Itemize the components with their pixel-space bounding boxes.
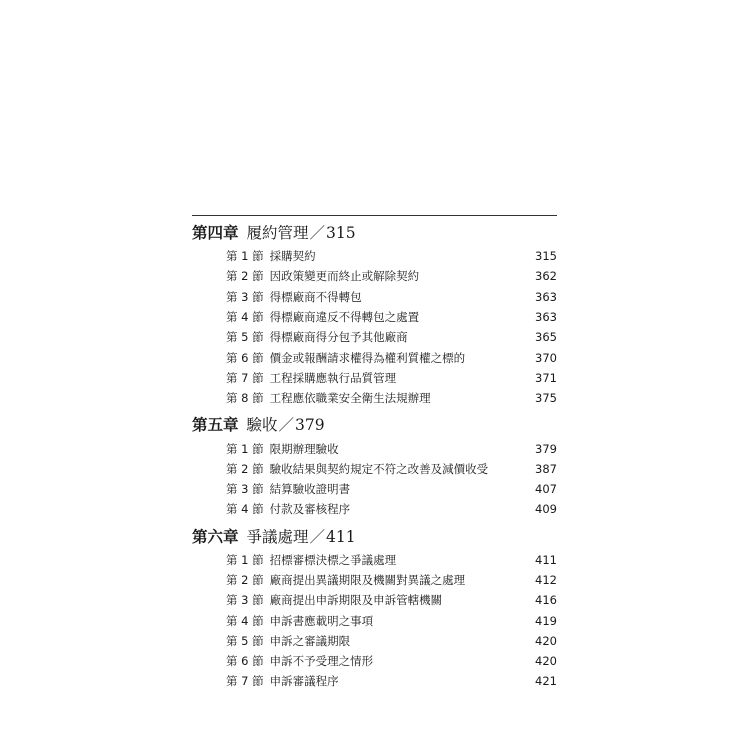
- toc-entry: [192, 651, 557, 671]
- chapter-separator: ／: [309, 527, 326, 546]
- section-title: 限期辦理驗收: [269, 441, 339, 456]
- section-title: 工程採購應執行品質管理: [269, 370, 397, 385]
- section-page: 362: [535, 269, 557, 284]
- toc-entry: [192, 610, 557, 630]
- section-number: 第 7 節: [226, 674, 264, 689]
- chapter-title: 驗收: [246, 416, 278, 435]
- toc-entry: [192, 590, 557, 610]
- chapter-number: 第四章: [192, 223, 239, 242]
- chapter-4-group: [192, 221, 557, 408]
- section-page: 409: [535, 502, 557, 517]
- section-title: 付款及審核程序: [269, 502, 351, 517]
- toc-entry: [192, 671, 557, 691]
- toc-entry: [192, 287, 557, 307]
- section-title: 得標廠商得分包予其他廠商: [269, 330, 408, 345]
- chapter-title: 爭議處理: [246, 527, 309, 546]
- section-page: 363: [535, 289, 557, 304]
- section-number: 第 4 節: [226, 310, 264, 325]
- section-page: 416: [535, 593, 557, 608]
- toc-entry: [192, 347, 557, 367]
- section-page: 387: [535, 461, 557, 476]
- section-page: 420: [535, 654, 557, 669]
- chapter-heading: [192, 221, 557, 245]
- section-number: 第 5 節: [226, 633, 264, 648]
- section-title: 廠商提出異議期限及機關對異議之處理: [269, 573, 466, 587]
- toc-entry: [192, 550, 557, 570]
- toc-entry: [192, 388, 557, 408]
- chapter-page: 379: [295, 416, 325, 435]
- chapter-heading: [192, 413, 557, 437]
- toc-entry: [192, 570, 557, 590]
- toc-entry: [192, 246, 557, 266]
- section-page: 371: [535, 370, 557, 385]
- section-title: 結算驗收證明書: [269, 482, 351, 497]
- toc-entry: [192, 307, 557, 327]
- section-title: 廠商提出申訴期限及申訴管轄機關: [269, 593, 443, 608]
- section-page: 407: [535, 482, 557, 497]
- section-title: 因政策變更而終止或解除契約: [269, 269, 420, 284]
- section-number: 第 4 節: [226, 502, 264, 517]
- chapter-title: 履約管理: [246, 224, 309, 242]
- chapter-separator: ／: [309, 224, 326, 242]
- section-number: 第 6 節: [226, 350, 264, 365]
- section-page: 379: [535, 441, 557, 456]
- section-number: 第 3 節: [226, 289, 264, 304]
- toc-entry: [192, 327, 557, 347]
- section-number: 第 2 節: [226, 461, 264, 476]
- table-of-contents: [192, 215, 557, 692]
- section-number: 第 2 節: [226, 573, 264, 587]
- section-title: 價金或報酬請求權得為權利質權之標的: [269, 350, 466, 365]
- section-page: 370: [535, 350, 557, 365]
- section-title: 得標廠商違反不得轉包之處置: [269, 310, 420, 325]
- section-number: 第 5 節: [226, 330, 264, 345]
- section-number: 第 1 節: [226, 552, 264, 567]
- section-number: 第 1 節: [226, 441, 264, 456]
- section-page: 421: [535, 674, 557, 689]
- section-page: 420: [535, 633, 557, 648]
- chapter-heading: [192, 525, 557, 549]
- section-number: 第 6 節: [226, 654, 264, 669]
- toc-entry: [192, 479, 557, 499]
- section-title: 申訴不予受理之情形: [269, 654, 374, 669]
- chapter-page: 411: [326, 527, 356, 546]
- chapter-number: 第六章: [192, 526, 239, 546]
- toc-entry: [192, 499, 557, 519]
- section-page: 419: [535, 613, 557, 628]
- section-number: 第 1 節: [226, 249, 264, 264]
- section-title: 採購契約: [269, 249, 316, 264]
- chapter-6-group: [192, 525, 557, 692]
- section-page: 375: [535, 391, 557, 406]
- toc-entry: [192, 631, 557, 651]
- chapter-page: 315: [326, 224, 356, 242]
- section-title: 申訴審議程序: [269, 674, 339, 689]
- section-title: 申訴書應載明之事項: [269, 613, 374, 628]
- chapter-number: 第五章: [192, 415, 239, 435]
- toc-entry: [192, 368, 557, 388]
- section-title: 驗收結果與契約規定不符之改善及減價收受: [269, 461, 489, 476]
- section-number: 第 2 節: [226, 269, 264, 284]
- section-title: 得標廠商不得轉包: [269, 289, 362, 304]
- toc-entry: [192, 438, 557, 458]
- section-page: 315: [535, 249, 557, 264]
- section-title: 工程應依職業安全衛生法規辦理: [269, 391, 431, 406]
- section-number: 第 8 節: [226, 391, 264, 406]
- section-number: 第 4 節: [226, 613, 264, 628]
- section-page: 365: [535, 330, 557, 345]
- section-number: 第 7 節: [226, 370, 264, 385]
- toc-entry: [192, 459, 557, 479]
- section-title: 申訴之審議期限: [269, 633, 351, 648]
- section-page: 412: [535, 573, 557, 587]
- section-number: 第 3 節: [226, 482, 264, 497]
- toc-entry: [192, 266, 557, 286]
- section-page: 411: [535, 552, 557, 567]
- section-title: 招標審標決標之爭議處理: [269, 552, 397, 567]
- chapter-5-group: [192, 413, 557, 519]
- section-page: 363: [535, 310, 557, 325]
- section-number: 第 3 節: [226, 593, 264, 608]
- chapter-separator: ／: [278, 416, 295, 435]
